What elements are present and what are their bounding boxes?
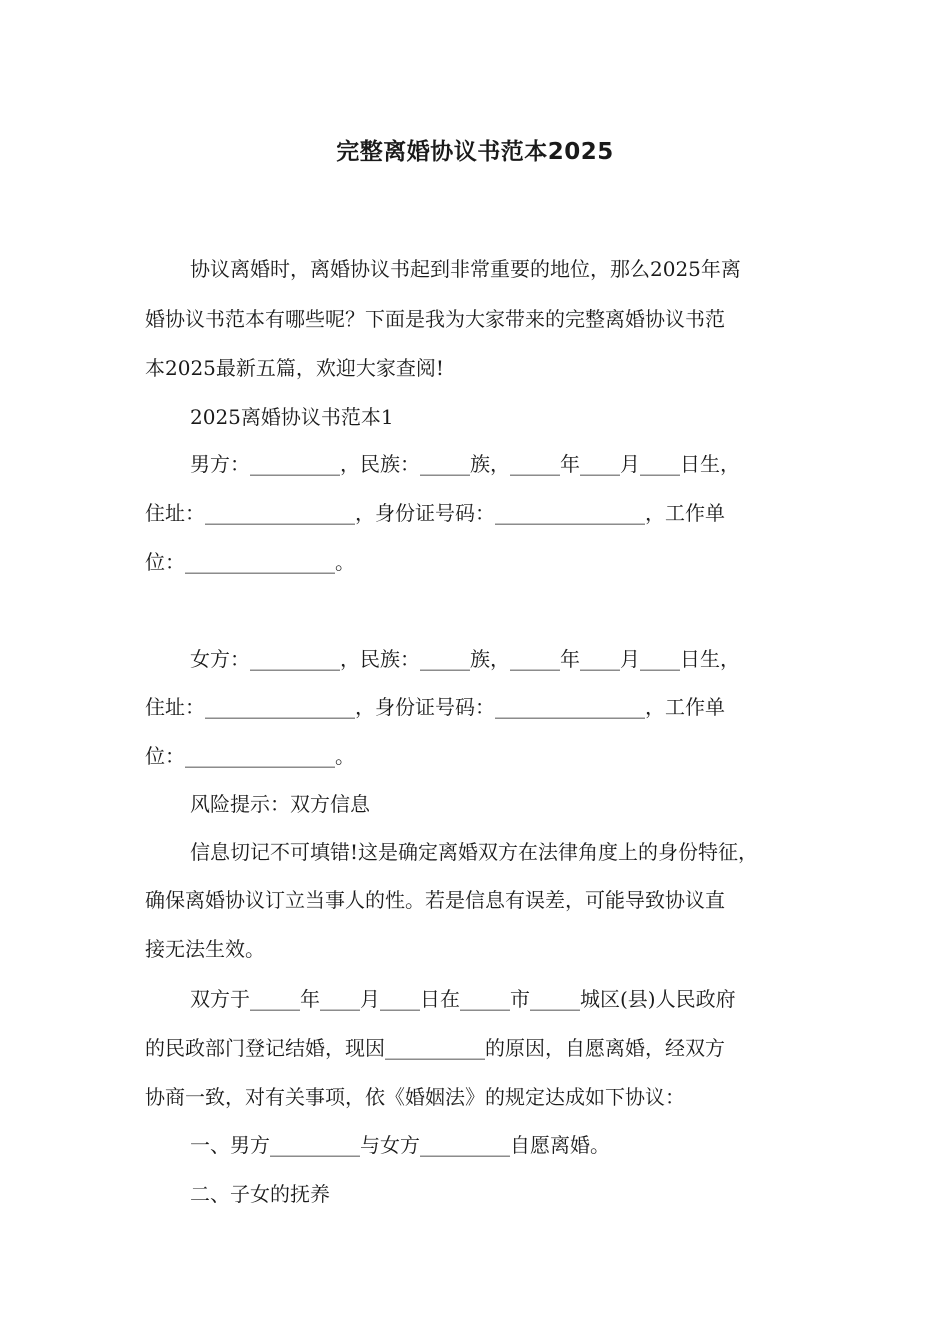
paragraph-line: 接无法生效。 bbox=[145, 937, 265, 961]
paragraph-line: 协议离婚时，离婚协议书起到非常重要的地位，那么2025年离 bbox=[190, 257, 741, 281]
paragraph-line: 确保离婚协议订立当事人的性。若是信息有误差，可能导致协议直 bbox=[145, 888, 725, 912]
agreement-item: 二、子女的抚养 bbox=[190, 1182, 330, 1206]
form-line-male: 位：_______________。 bbox=[145, 550, 355, 574]
paragraph-line: 协商一致，对有关事项，依《婚姻法》的规定达成如下协议： bbox=[145, 1085, 685, 1109]
agreement-item: 一、男方_________与女方_________自愿离婚。 bbox=[190, 1133, 610, 1157]
paragraph-line: 信息切记不可填错!这是确定离婚双方在法律角度上的身份特征， bbox=[190, 840, 759, 864]
form-line-female: 住址：_______________，身份证号码：_______________，工作单 bbox=[145, 695, 725, 719]
document-title: 完整离婚协议书范本2025 bbox=[336, 139, 614, 165]
risk-note-heading: 风险提示：双方信息 bbox=[190, 792, 370, 816]
form-line-female: 位：_______________。 bbox=[145, 744, 355, 768]
paragraph-line: 的民政部门登记结婚，现因__________的原因，自愿离婚，经双方 bbox=[145, 1036, 725, 1060]
paragraph-line: 双方于_____年____月____日在_____市_____城区(县)人民政府 bbox=[190, 987, 736, 1011]
paragraph-line: 婚协议书范本有哪些呢？下面是我为大家带来的完整离婚协议书范 bbox=[145, 307, 725, 331]
form-line-female: 女方：_________，民族：_____族，_____年____月____日生， bbox=[190, 647, 740, 671]
paragraph-line: 本2025最新五篇，欢迎大家查阅! bbox=[145, 356, 444, 380]
form-line-male: 男方：_________，民族：_____族，_____年____月____日生， bbox=[190, 452, 740, 476]
form-line-male: 住址：_______________，身份证号码：_______________，工作单 bbox=[145, 501, 725, 525]
section-heading: 2025离婚协议书范本1 bbox=[190, 405, 394, 429]
